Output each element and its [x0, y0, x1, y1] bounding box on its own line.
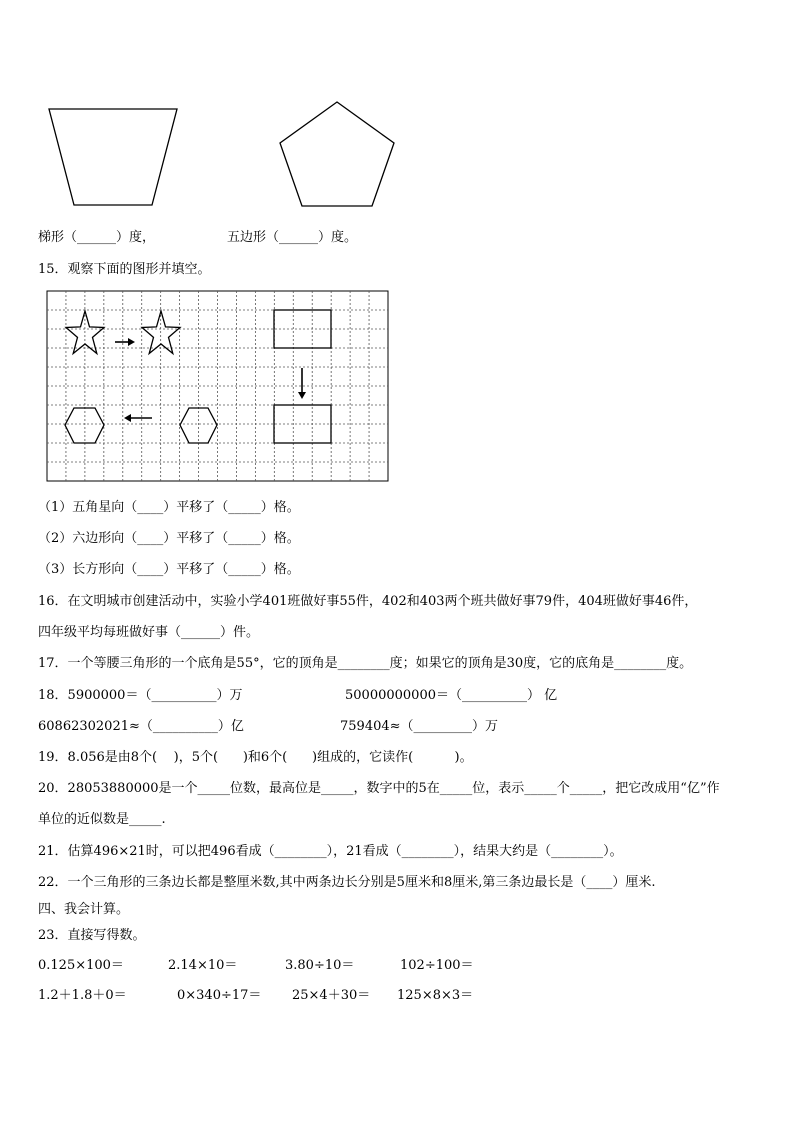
- q16-line-1: 16．在文明城市创建活动中，实验小学401班做好事55件，402和403两个班共做好事79件，404班做好事46件，: [38, 594, 698, 609]
- hexagon-shape-left: [65, 408, 104, 443]
- q20-line-1: 20．28053880000是一个_____位数，最高位是_____，数字中的5在_____位，表示_____个_____，把它改成用“亿”作: [38, 781, 720, 796]
- q15-item-3: （3）长方形向（____）平移了（_____）格。: [38, 562, 300, 577]
- q22-line: 22．一个三角形的三条边长都是整厘米数,其中两条边长分别是5厘米和8厘米,第三条边最长是（____）厘米.: [38, 875, 656, 890]
- hexagon-shape-right: [180, 408, 217, 443]
- q23-row2-item: 25×4＋30＝: [292, 988, 371, 1003]
- q23-row2-item: 0×340÷17＝: [177, 988, 262, 1003]
- q20-line-2: 单位的近似数是_____.: [38, 812, 166, 827]
- grid-figure: [47, 291, 388, 481]
- arrow-right-icon: [115, 338, 135, 346]
- pentagon-angle-line: 五边形（______）度。: [227, 230, 358, 245]
- q23-row1-item: 2.14×10＝: [168, 958, 238, 973]
- q16-line-2: 四年级平均每班做好事（______）件。: [38, 625, 260, 640]
- q23-row2-item: 125×8×3＝: [397, 988, 474, 1003]
- q23-row1-item: 0.125×100＝: [38, 958, 124, 973]
- q23-row1-item: 3.80÷10＝: [285, 958, 355, 973]
- q15-title: 15．观察下面的图形并填空。: [38, 262, 211, 277]
- q18-d: 759404≈（_________）万: [340, 719, 499, 734]
- pentagon-figure: [280, 102, 394, 206]
- arrow-down-icon: [298, 368, 306, 399]
- q15-item-2: （2）六边形向（____）平移了（_____）格。: [38, 531, 300, 546]
- q18-a: 18．5900000＝（__________）万: [38, 688, 243, 703]
- q23-row1-item: 102÷100＝: [400, 958, 474, 973]
- q18-b: 50000000000＝（__________） 亿: [345, 688, 558, 703]
- q21-line: 21．估算496×21时，可以把496看成（________），21看成（________），结果大约是（________）。: [38, 844, 623, 859]
- q18-c: 60862302021≈（__________）亿: [38, 719, 244, 734]
- q17-line: 17．一个等腰三角形的一个底角是55°，它的顶角是________度；如果它的顶角是30度，它的底角是________度。: [38, 656, 693, 671]
- q23-title: 23．直接写得数。: [38, 928, 146, 943]
- arrow-left-icon: [124, 414, 152, 422]
- q15-item-1: （1）五角星向（____）平移了（_____）格。: [38, 500, 300, 515]
- section-4-title: 四、我会计算。: [38, 902, 130, 917]
- rectangle-shape-moved: [274, 405, 331, 443]
- rectangle-shape-original: [274, 310, 331, 348]
- trapezoid-figure: [49, 109, 177, 205]
- q23-row2-item: 1.2＋1.8＋0＝: [38, 988, 127, 1003]
- q19-line: 19．8.056是由8个( )，5个( )和6个( )组成的，它读作( )。: [38, 750, 473, 765]
- trapezoid-angle-line: 梯形（______）度，: [38, 230, 156, 245]
